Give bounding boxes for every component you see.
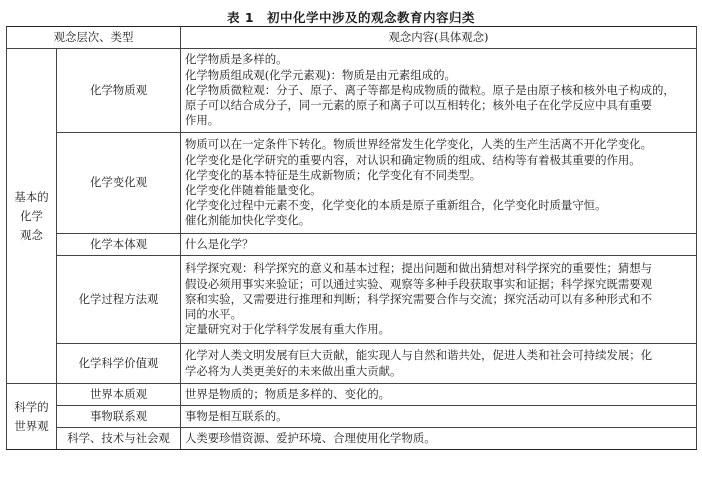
type-cell: 化学物质观 [57, 49, 181, 133]
type-cell: 科学、技术与社会观 [57, 428, 181, 450]
content-line: 人类要珍惜资源、爱护环境、合理使用化学物质。 [185, 430, 436, 445]
header-level-type: 观念层次、类型 [7, 27, 181, 49]
group-label-line: 观念 [20, 227, 43, 242]
content-line: 察和实验，又需要进行推理和判断；科学探究需要合作与交流；探究活动可以有多种形式和不 [185, 291, 653, 306]
table-row [7, 133, 697, 234]
group-label-basic-chemistry [7, 49, 57, 384]
content-cell [181, 256, 697, 344]
table-caption: 表 1 初中化学中涉及的观念教育内容归类 [226, 10, 476, 25]
content-line: 假设必须用事实来验证；可以通过实验、观察等多种手段获取事实和证据；科学探究既需要观 [185, 276, 653, 291]
table-row [7, 256, 697, 344]
content-cell [181, 406, 697, 428]
group-label-line: 基本的 [14, 189, 49, 204]
content-cell [181, 344, 697, 384]
content-line: 什么是化学？ [185, 236, 254, 251]
content-line: 化学变化过程中元素不变，化学变化的本质是原子重新组合，化学变化时质量守恒。 [185, 198, 607, 213]
type-cell: 化学本体观 [57, 234, 181, 256]
content-line: 化学对人类文明发展有巨大贡献，能实现人与自然和谐共处，促进人类和社会可持续发展；化 [185, 348, 653, 363]
table-header-row [7, 27, 697, 49]
table-row [7, 49, 697, 133]
content-line: 世界是物质的；物质是多样的、变化的。 [185, 386, 391, 401]
content-line: 化学物质组成观(化学元素观)：物质是由元素组成的。 [185, 67, 456, 82]
content-line: 化学物质微粒观：分子、原子、离子等都是构成物质的微粒。原子是由原子核和核外电子构成的， [185, 82, 675, 97]
type-cell: 化学科学价值观 [57, 344, 181, 384]
group-label-scientific-worldview [7, 384, 57, 450]
content-line: 物质可以在一定条件下转化。物质世界经常发生化学变化，人类的生产生活离不开化学变化。 [185, 137, 653, 152]
content-cell [181, 384, 697, 406]
table-row [7, 384, 697, 406]
content-cell [181, 234, 697, 256]
content-line: 科学探究观：科学探究的意义和基本过程；提出问题和做出猜想对科学探究的重要性；猜想与 [185, 261, 653, 276]
table-row [7, 234, 697, 256]
header-content: 观念内容(具体观念) [181, 27, 697, 49]
type-cell: 化学变化观 [57, 133, 181, 234]
type-cell: 世界本质观 [57, 384, 181, 406]
content-line: 事物是相互联系的。 [185, 408, 288, 423]
table-row [7, 344, 697, 384]
group-label-line: 科学的 [14, 399, 49, 414]
type-cell: 事物联系观 [57, 406, 181, 428]
content-cell [181, 133, 697, 234]
content-cell [181, 428, 697, 450]
content-line: 化学变化伴随着能量变化。 [185, 183, 322, 197]
content-line: 作用。 [185, 113, 220, 128]
content-line: 化学变化的基本特征是生成新物质；化学变化有不同类型。 [185, 167, 482, 182]
group-label-line: 化学 [20, 208, 43, 223]
content-line: 同的水平。 [185, 307, 242, 322]
content-cell [181, 49, 697, 133]
type-cell: 化学过程方法观 [57, 256, 181, 344]
content-line: 化学变化是化学研究的重要内容，对认识和确定物质的组成、结构等有着极其重要的作用。 [185, 152, 641, 167]
table-row [7, 406, 697, 428]
content-line: 学必将为人类更美好的未来做出重大贡献。 [185, 363, 402, 378]
table-row [7, 428, 697, 450]
content-line: 化学物质是多样的。 [185, 52, 288, 67]
content-line: 原子可以结合成分子，同一元素的原子和离子可以互相转化；核外电子在化学反应中具有重要 [185, 98, 653, 113]
group-label-line: 世界观 [14, 418, 49, 433]
concept-table [6, 26, 697, 450]
content-line: 催化剂能加快化学变化。 [185, 213, 311, 228]
content-line: 定量研究对于化学科学发展有重大作用。 [185, 322, 391, 337]
